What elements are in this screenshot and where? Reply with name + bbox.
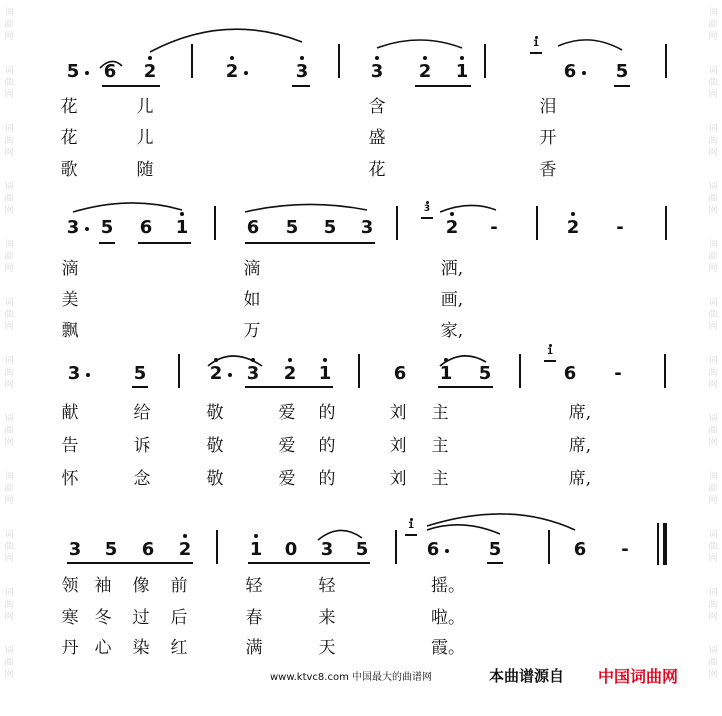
lyric-char: 万 [243, 321, 261, 341]
watermark-char: 曲 [708, 194, 718, 204]
watermark-char: 词 [4, 472, 14, 482]
watermark-char: 词 [4, 646, 14, 656]
jianpu-note: 5 [615, 61, 629, 82]
lyric-char: 主 [431, 403, 449, 423]
lyric-char: 满 [245, 638, 263, 658]
watermark-char: 网 [4, 148, 14, 158]
watermark-char: 曲 [708, 484, 718, 494]
watermark-char: 网 [4, 264, 14, 274]
lyric-char: 家, [440, 321, 464, 341]
watermark-char: 词 [708, 8, 718, 18]
watermark-char: 曲 [708, 252, 718, 262]
jianpu-note: 6 [563, 363, 577, 384]
jianpu-note: 5 [285, 217, 299, 238]
watermark-char: 网 [708, 554, 718, 564]
watermark-char: 词 [4, 66, 14, 76]
lyric-char: 摇。 [431, 576, 465, 596]
watermark-char: 网 [708, 612, 718, 622]
jianpu-note: 2 [178, 539, 192, 560]
jianpu-note: 0 [284, 539, 298, 560]
watermark-char: 网 [4, 322, 14, 332]
watermark-char: 词 [708, 66, 718, 76]
lyric-char: 诉 [133, 436, 151, 456]
jianpu-note: 6 [393, 363, 407, 384]
watermark-char: 网 [4, 670, 14, 680]
jianpu-note: 5 [488, 539, 502, 560]
grace-note: 1 [407, 521, 415, 531]
jianpu-note: 5 [133, 363, 147, 384]
footer-url[interactable]: www.ktvc8.com 中国最大的曲谱网 [270, 672, 433, 683]
jianpu-note: - [616, 217, 624, 238]
lyric-char: 心 [94, 638, 112, 658]
watermark-char: 网 [708, 264, 718, 274]
lyric-char: 轻 [245, 576, 263, 596]
lyric-char: 过 [132, 608, 150, 628]
jianpu-note: 6 [573, 539, 587, 560]
watermark-char: 词 [4, 124, 14, 134]
jianpu-note: 3 [246, 363, 260, 384]
watermark-char: 网 [4, 206, 14, 216]
watermark-char: 曲 [4, 658, 14, 668]
watermark-char: 词 [708, 472, 718, 482]
watermark-char: 词 [708, 124, 718, 134]
jianpu-note: 6 [141, 539, 155, 560]
jianpu-note: - [621, 539, 629, 560]
watermark-char: 词 [4, 182, 14, 192]
lyric-char: 画, [440, 290, 464, 310]
footer-source-label: 本曲谱源自 [489, 667, 565, 685]
lyric-char: 天 [318, 638, 336, 658]
lyric-char: 献 [61, 403, 79, 423]
jianpu-note: 3 [295, 61, 309, 82]
watermark-char: 网 [708, 380, 718, 390]
lyric-char: 后 [170, 608, 188, 628]
lyric-char: 啦。 [431, 608, 465, 628]
lyric-char: 染 [132, 638, 150, 658]
lyric-char: 含 [368, 97, 386, 117]
watermark-char: 词 [4, 588, 14, 598]
lyric-char: 冬 [94, 608, 112, 628]
watermark-char: 曲 [708, 310, 718, 320]
watermark-char: 词 [708, 356, 718, 366]
jianpu-note: 2 [445, 217, 459, 238]
jianpu-note: 6 [139, 217, 153, 238]
jianpu-note: 2 [283, 363, 297, 384]
jianpu-note: 5 [478, 363, 492, 384]
watermark-char: 网 [4, 380, 14, 390]
lyric-char: 花 [60, 97, 78, 117]
jianpu-note: 1 [439, 363, 453, 384]
jianpu-note: 5 [323, 217, 337, 238]
watermark-char: 曲 [708, 542, 718, 552]
lyric-char: 主 [431, 469, 449, 489]
lyric-char: 滴 [243, 259, 261, 279]
watermark-char: 曲 [708, 426, 718, 436]
lyric-char: 敬 [206, 403, 224, 423]
lyric-char: 席, [568, 436, 592, 456]
jianpu-note: 3 [67, 363, 81, 384]
watermark-char: 词 [708, 240, 718, 250]
lyric-char: 寒 [61, 608, 79, 628]
lyric-char: 的 [318, 469, 336, 489]
watermark-char: 曲 [4, 600, 14, 610]
watermark-char: 词 [4, 414, 14, 424]
lyric-char: 开 [539, 128, 557, 148]
jianpu-note: - [614, 363, 622, 384]
watermark-char: 网 [4, 612, 14, 622]
watermark-char: 曲 [4, 368, 14, 378]
watermark-char: 曲 [708, 136, 718, 146]
watermark-char: 曲 [4, 426, 14, 436]
lyric-char: 刘 [389, 436, 407, 456]
watermark-char: 词 [708, 414, 718, 424]
watermark-char: 网 [708, 90, 718, 100]
watermark-char: 曲 [708, 600, 718, 610]
watermark-char: 网 [708, 206, 718, 216]
lyric-char: 春 [245, 608, 263, 628]
jianpu-note: 5 [104, 539, 118, 560]
jianpu-note: 2 [225, 61, 239, 82]
jianpu-note: 6 [246, 217, 260, 238]
lyric-char: 爱 [278, 436, 296, 456]
watermark-char: 曲 [708, 368, 718, 378]
jianpu-note: 3 [66, 217, 80, 238]
watermark-char: 曲 [4, 252, 14, 262]
watermark-char: 词 [708, 530, 718, 540]
jianpu-note: 6 [103, 61, 117, 82]
watermark-char: 网 [708, 670, 718, 680]
grace-note: 1 [546, 347, 554, 357]
lyric-char: 敬 [206, 469, 224, 489]
watermark-char: 曲 [4, 310, 14, 320]
jianpu-note: 1 [249, 539, 263, 560]
lyric-char: 告 [61, 436, 79, 456]
lyric-char: 儿 [136, 128, 154, 148]
lyric-char: 歌 [60, 160, 78, 180]
watermark-char: 曲 [4, 542, 14, 552]
lyric-char: 如 [243, 290, 261, 310]
lyric-char: 爱 [278, 469, 296, 489]
lyric-char: 香 [539, 160, 557, 180]
jianpu-note: 2 [143, 61, 157, 82]
lyric-char: 花 [60, 128, 78, 148]
jianpu-note: 3 [370, 61, 384, 82]
lyric-char: 像 [132, 576, 150, 596]
lyric-char: 席, [568, 469, 592, 489]
jianpu-note: 6 [426, 539, 440, 560]
watermark-char: 网 [4, 90, 14, 100]
lyric-char: 洒, [440, 259, 464, 279]
lyric-char: 花 [368, 160, 386, 180]
watermark-char: 曲 [708, 20, 718, 30]
jianpu-note: 3 [360, 217, 374, 238]
watermark-char: 词 [4, 298, 14, 308]
watermark-char: 网 [708, 148, 718, 158]
jianpu-note: 1 [318, 363, 332, 384]
jianpu-note: 5 [100, 217, 114, 238]
lyric-char: 随 [136, 160, 154, 180]
jianpu-note: 5 [355, 539, 369, 560]
watermark-char: 词 [4, 8, 14, 18]
lyric-char: 的 [318, 403, 336, 423]
jianpu-note: 3 [320, 539, 334, 560]
jianpu-note: 1 [455, 61, 469, 82]
jianpu-note: 5 [66, 61, 80, 82]
watermark-char: 词 [708, 182, 718, 192]
lyric-char: 来 [318, 608, 336, 628]
jianpu-note: 1 [175, 217, 189, 238]
lyric-char: 刘 [389, 469, 407, 489]
lyric-char: 怀 [61, 469, 79, 489]
footer-brand-logo[interactable]: 中国词曲网 [598, 667, 679, 686]
watermark-char: 网 [708, 322, 718, 332]
lyric-char: 领 [61, 576, 79, 596]
watermark-char: 网 [4, 496, 14, 506]
lyric-char: 盛 [368, 128, 386, 148]
lyric-char: 滴 [61, 259, 79, 279]
watermark-char: 曲 [4, 484, 14, 494]
watermark-char: 词 [4, 530, 14, 540]
watermark-char: 曲 [708, 78, 718, 88]
watermark-char: 曲 [4, 78, 14, 88]
lyric-char: 给 [133, 403, 151, 423]
lyric-char: 丹 [61, 638, 79, 658]
watermark-char: 网 [708, 32, 718, 42]
lyric-char: 敬 [206, 436, 224, 456]
lyric-char: 的 [318, 436, 336, 456]
jianpu-note: 6 [563, 61, 577, 82]
lyric-char: 席, [568, 403, 592, 423]
watermark-char: 词 [708, 588, 718, 598]
jianpu-note: 2 [418, 61, 432, 82]
watermark-char: 网 [4, 554, 14, 564]
grace-note: 1 [532, 39, 540, 49]
watermark-char: 词 [4, 356, 14, 366]
jianpu-note: - [490, 217, 498, 238]
lyric-char: 念 [133, 469, 151, 489]
watermark-char: 网 [708, 438, 718, 448]
lyric-char: 刘 [389, 403, 407, 423]
watermark-char: 词 [4, 240, 14, 250]
watermark-char: 词 [708, 298, 718, 308]
lyric-char: 美 [61, 290, 79, 310]
watermark-char: 曲 [4, 194, 14, 204]
lyric-char: 轻 [318, 576, 336, 596]
jianpu-note: 2 [566, 217, 580, 238]
lyric-char: 霞。 [431, 638, 465, 658]
lyric-char: 前 [170, 576, 188, 596]
lyric-char: 爱 [278, 403, 296, 423]
watermark-char: 词 [708, 646, 718, 656]
lyric-char: 泪 [539, 97, 557, 117]
grace-note: 3 [423, 204, 431, 214]
lyric-char: 主 [431, 436, 449, 456]
watermark-char: 曲 [4, 136, 14, 146]
jianpu-note: 3 [68, 539, 82, 560]
lyric-char: 红 [170, 638, 188, 658]
watermark-char: 网 [4, 438, 14, 448]
watermark-char: 网 [708, 496, 718, 506]
jianpu-note: 2 [209, 363, 223, 384]
watermark-char: 曲 [4, 20, 14, 30]
lyric-char: 儿 [136, 97, 154, 117]
lyric-char: 袖 [94, 576, 112, 596]
watermark-char: 曲 [708, 658, 718, 668]
lyric-char: 飘 [61, 321, 79, 341]
watermark-char: 网 [4, 32, 14, 42]
